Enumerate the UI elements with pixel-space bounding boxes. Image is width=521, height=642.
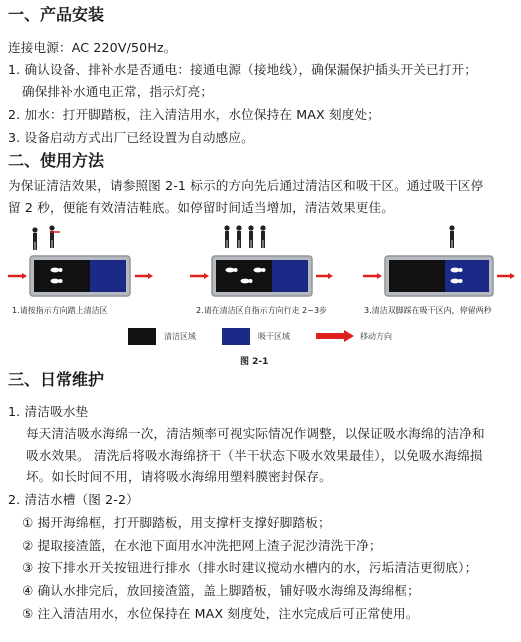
person-icon [224, 225, 229, 248]
figure-label: 图 2-1 [240, 357, 269, 367]
footprint-icon [226, 268, 238, 273]
footprint-icon [241, 279, 253, 284]
install-item-1: 1. 确认设备、排补水是否通电：接通电源（接地线），确保漏保护插头开关已打开； [8, 62, 477, 77]
legend-move-label: 移动方向 [360, 332, 392, 341]
person-icon [236, 225, 241, 248]
maintenance-step-3: ③ 按下排水开关按钮进行排水（排水时建议搅动水槽内的水，污垢清洁更彻底）； [22, 560, 478, 575]
maintenance-item-1: 1. 清洁吸水垫 [8, 404, 89, 419]
figure-2-1 [0, 218, 521, 368]
install-item-2: 2. 加水：打开脚踏板，注入清洁用水，水位保持在 MAX 刻度处； [8, 107, 380, 122]
footprint-icon [51, 279, 63, 284]
install-item-1-continued: 确保排补水通电正常，指示灯亮； [22, 84, 214, 99]
dry-zone [272, 260, 308, 292]
power-spec-text: 连接电源：AC 220V/50Hz。 [8, 40, 177, 55]
person-icon [449, 225, 454, 248]
legend-clean-swatch [128, 328, 156, 345]
person-icon [32, 227, 37, 250]
footprint-icon [254, 268, 266, 273]
install-item-3: 3. 设备启动方式出厂已经设置为自动感应。 [8, 130, 254, 145]
maintenance-item-1-line-2: 吸水效果。 清洗后将吸水海绵挤干（半干状态下吸水效果最佳），以免吸水海绵损 [26, 448, 483, 463]
legend-dry-label: 吸干区域 [258, 332, 290, 341]
maintenance-step-1: ① 揭开海绵框，打开脚踏板，用支撑杆支撑好脚踏板； [22, 515, 331, 530]
usage-diagram [0, 218, 521, 368]
section-3-heading: 三、日常维护 [8, 370, 105, 389]
person-icon [248, 225, 253, 248]
usage-paragraph-line-2: 留 2 秒，便能有效清洁鞋底。如停留时间适当增加，清洁效果更佳。 [8, 200, 395, 215]
maintenance-step-4: ④ 确认水排完后，放回接渣篮，盖上脚踏板，铺好吸水海绵及海绵框； [22, 583, 420, 598]
maintenance-item-2: 2. 清洁水槽（图 2-2） [8, 492, 139, 507]
footprint-icon [451, 268, 463, 273]
step-3-illustration [363, 225, 515, 296]
maintenance-step-5: ⑤ 注入清洁用水，水位保持在 MAX 刻度处，注水完成后可正常使用。 [22, 606, 419, 621]
maintenance-item-1-line-3: 坏。如长时间不用，请将吸水海绵用塑料膜密封保存。 [26, 469, 332, 484]
step-3-caption: 3.清洁双脚踩在吸干区内，停留两秒 [364, 306, 492, 315]
usage-paragraph-line-1: 为保证清洁效果，请参照图 2-1 标示的方向先后通过清洁区和吸干区。通过吸干区停 [8, 178, 484, 193]
person-icon [260, 225, 265, 248]
step-1-illustration [8, 225, 153, 296]
maintenance-item-1-line-1: 每天清洁吸水海绵一次，清洁频率可视实际情况作调整，以保证吸水海绵的洁净和 [26, 426, 485, 441]
footprint-icon [51, 268, 63, 273]
footprint-icon [451, 279, 463, 284]
dry-zone [90, 260, 126, 292]
legend-dry-swatch [222, 328, 250, 345]
step-1-caption: 1.请按指示方向踏上清洁区 [12, 306, 108, 315]
step-2-illustration [190, 225, 333, 296]
section-2-heading: 二、使用方法 [8, 151, 105, 170]
step-2-caption: 2.请在清洁区自指示方向行走 2~3步 [196, 306, 328, 315]
section-1-heading: 一、产品安装 [8, 5, 105, 24]
dry-zone [445, 260, 489, 292]
legend-clean-label: 清洁区域 [164, 332, 196, 341]
person-icon [49, 225, 54, 248]
maintenance-step-2: ② 提取接渣篮，在水池下面用水冲洗把网上渣子泥沙清洗干净； [22, 538, 382, 553]
